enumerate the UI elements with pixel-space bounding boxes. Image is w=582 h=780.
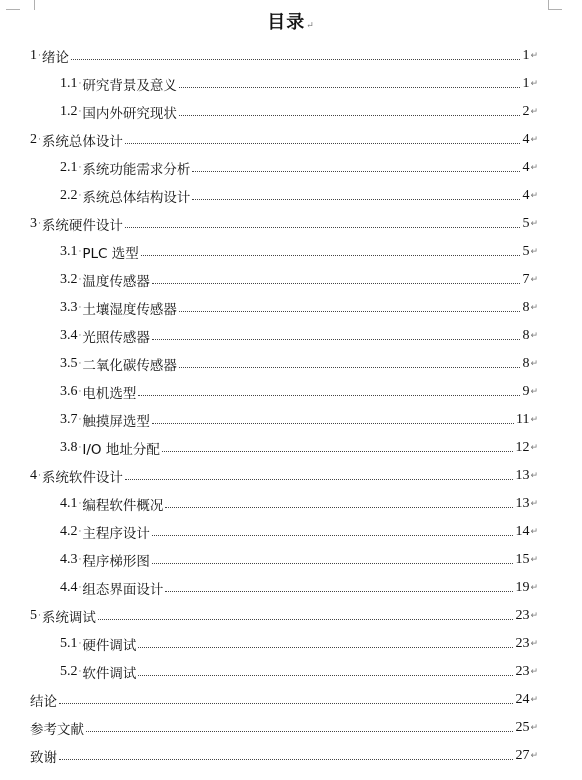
toc-entry[interactable] [30,518,538,546]
paragraph-mark-icon: ↵ [530,415,538,425]
toc-entry-page: 27 [515,748,530,763]
toc-entry-page: 19 [515,580,530,595]
toc-entry-title: 电机选型 [82,386,137,402]
paragraph-mark-icon: ↵ [530,583,538,593]
toc-entry-page: 1 [522,48,530,63]
paragraph-mark-icon: ↵ [530,331,538,341]
dot-leader [152,535,514,536]
paragraph-mark-icon: ↵ [530,163,538,173]
toc-entry-number: 3.4 [60,328,78,343]
toc-entry-number: 3.5 [60,356,78,371]
toc-entry[interactable] [30,182,538,210]
toc-entry[interactable] [30,546,538,574]
toc-entry-title: 系统功能需求分析 [82,162,191,178]
dot-leader [138,647,513,648]
toc-entry-title: 二氧化碳传感器 [82,358,177,374]
toc-entry[interactable] [30,322,538,350]
toc-entry-page: 7 [522,272,530,287]
space-mark: · [78,331,82,341]
dot-leader [192,199,520,200]
dot-leader [141,255,521,256]
toc-entry-title: 光照传感器 [82,330,150,346]
toc-entry-page: 23 [515,608,530,623]
toc-entry[interactable] [30,658,538,686]
toc-entry-title: 系统总体设计 [41,134,123,150]
paragraph-mark-icon: ↵ [530,639,538,649]
toc-entry-title: 软件调试 [82,666,137,682]
toc-entry-page: 12 [515,440,530,455]
space-mark: · [78,79,82,89]
toc-entry-title: 系统硬件设计 [41,218,123,234]
dot-leader [86,731,513,732]
toc-entry[interactable] [30,154,538,182]
toc-entry-number: 5 [30,608,37,623]
toc-entry-number: 3.1 [60,244,78,259]
paragraph-mark-icon: ↵ [530,527,538,537]
space-mark: · [78,443,82,453]
toc-entry-number: 2.1 [60,160,78,175]
toc-entry-title: 参考文献 [30,722,84,738]
toc-entry-page: 4 [522,188,530,203]
toc-entry-number: 5.1 [60,636,78,651]
toc-entry[interactable] [30,70,538,98]
paragraph-mark-icon: ↵ [530,247,538,257]
toc-entry[interactable] [30,462,538,490]
toc-entry-page: 1 [522,76,530,91]
dot-leader [138,395,520,396]
toc-entry-number: 3.2 [60,272,78,287]
toc-entry-title: 组态界面设计 [82,582,164,598]
dot-leader [192,171,520,172]
paragraph-mark-icon: ↵ [530,751,538,761]
space-mark: · [38,135,41,145]
paragraph-mark-icon: ↵ [530,667,538,677]
space-mark: · [78,275,82,285]
toc-entry-title: 主程序设计 [82,526,150,542]
space-mark: · [78,163,82,173]
toc-entry-title: 绪论 [41,50,69,66]
toc-entry-page: 2 [522,104,530,119]
toc-entry-number: 4.1 [60,496,78,511]
toc-title-text: 目录 [267,12,306,33]
toc-entry-title: 触摸屏选型 [82,414,150,430]
toc-entry-page: 8 [522,300,530,315]
toc-entry-number: 3.7 [60,412,78,427]
toc-entry-page: 5 [522,216,530,231]
paragraph-mark-icon: ↵ [530,695,538,705]
paragraph-mark-icon: ↵ [530,471,538,481]
toc-entry[interactable] [30,98,538,126]
toc-entry-page: 8 [522,328,530,343]
paragraph-mark-icon: ↵ [530,387,538,397]
toc-entry-number: 2.2 [60,188,78,203]
space-mark: · [78,247,82,257]
space-mark: · [78,191,82,201]
dot-leader [179,311,521,312]
dot-leader [152,423,514,424]
toc-entry-title: 硬件调试 [82,638,137,654]
toc-entry-title: 系统软件设计 [41,470,123,486]
toc-entry-page: 24 [515,692,530,707]
paragraph-mark-icon: ↵ [530,555,538,565]
paragraph-mark-icon: ↵ [530,135,538,145]
paragraph-mark-icon: ↵ [530,723,538,733]
toc-title [0,8,582,34]
toc-entry-title: PLC 选型 [82,246,139,262]
toc-entry-page: 14 [515,524,530,539]
space-mark: · [78,107,82,117]
dot-leader [152,563,514,564]
space-mark: · [38,611,41,621]
space-mark: · [78,667,82,677]
space-mark: · [78,639,82,649]
paragraph-mark-icon: ↵ [530,51,538,61]
toc-entry-number: 4 [30,468,37,483]
paragraph-mark-icon: ↵ [306,21,315,31]
toc-entry-page: 23 [515,636,530,651]
dot-leader [59,759,513,760]
toc-entry[interactable] [30,238,538,266]
toc-entry-title: 编程软件概况 [82,498,164,514]
toc-entry-title: 研究背景及意义 [82,78,177,94]
paragraph-mark-icon: ↵ [530,303,538,313]
paragraph-mark-icon: ↵ [530,499,538,509]
toc-entry[interactable] [30,602,538,630]
toc-entry-page: 4 [522,160,530,175]
paragraph-mark-icon: ↵ [530,443,538,453]
space-mark: · [38,51,41,61]
toc-entry[interactable] [30,378,538,406]
toc-entry-number: 1.2 [60,104,78,119]
toc-entry-number: 3.6 [60,384,78,399]
toc-entry-title: 结论 [30,694,57,710]
space-mark: · [38,219,41,229]
toc-entry[interactable] [30,266,538,294]
toc-entry-title: 系统总体结构设计 [82,190,191,206]
toc-entry-title: 系统调试 [41,610,96,626]
space-mark: · [78,387,82,397]
toc-entry-number: 4.2 [60,524,78,539]
dot-leader [98,619,514,620]
toc-entry-title: 土壤湿度传感器 [82,302,177,318]
toc-entry[interactable] [30,434,538,462]
toc-entry-title: 程序梯形图 [82,554,150,570]
paragraph-mark-icon: ↵ [530,611,538,621]
toc-entry-page: 11 [515,412,530,427]
dot-leader [152,339,521,340]
toc-entry-number: 4.3 [60,552,78,567]
dot-leader [138,675,513,676]
space-mark: · [78,583,82,593]
dot-leader [179,367,521,368]
toc-entry[interactable] [30,574,538,602]
toc-entry-title: 国内外研究现状 [82,106,177,122]
toc-entry-number: 1.1 [60,76,78,91]
toc-entry[interactable] [30,714,538,742]
dot-leader [125,479,514,480]
toc-entry-page: 13 [515,468,530,483]
dot-leader [165,591,513,592]
toc-entry-page: 5 [522,244,530,259]
dot-leader [125,143,521,144]
toc-entry-page: 8 [522,356,530,371]
toc-entry-page: 9 [522,384,530,399]
toc-entry-page: 23 [515,664,530,679]
space-mark: · [38,471,41,481]
dot-leader [71,59,521,60]
toc-entry-page: 25 [515,720,530,735]
space-mark: · [78,555,82,565]
toc-entry-title: 温度传感器 [82,274,150,290]
toc-entry-title: 致谢 [30,750,57,766]
space-mark: · [78,499,82,509]
toc-entry[interactable] [30,490,538,518]
toc-entry-page: 15 [515,552,530,567]
toc-entry-number: 4.4 [60,580,78,595]
dot-leader [179,87,521,88]
toc-entry-number: 3 [30,216,37,231]
toc-entry[interactable] [30,742,538,770]
dot-leader [179,115,521,116]
toc-entry-number: 2 [30,132,37,147]
dot-leader [125,227,521,228]
toc-entry-number: 5.2 [60,664,78,679]
space-mark: · [78,415,82,425]
dot-leader [162,451,514,452]
toc-entry-number: 3.3 [60,300,78,315]
dot-leader [59,703,513,704]
toc-entry-page: 4 [522,132,530,147]
paragraph-mark-icon: ↵ [530,107,538,117]
toc-entry[interactable] [30,294,538,322]
space-mark: · [78,303,82,313]
toc-entry[interactable] [30,126,538,154]
space-mark: · [78,527,82,537]
paragraph-mark-icon: ↵ [530,359,538,369]
toc-entry[interactable] [30,350,538,378]
toc-entry[interactable] [30,210,538,238]
paragraph-mark-icon: ↵ [530,191,538,201]
toc-entry[interactable] [30,406,538,434]
paragraph-mark-icon: ↵ [530,219,538,229]
table-of-contents [30,42,538,770]
toc-entry-title: I/O 地址分配 [82,442,160,458]
dot-leader [152,283,521,284]
space-mark: · [78,359,82,369]
dot-leader [165,507,513,508]
toc-entry-number: 1 [30,48,37,63]
toc-entry[interactable] [30,630,538,658]
toc-entry-page: 13 [515,496,530,511]
paragraph-mark-icon: ↵ [530,79,538,89]
toc-entry[interactable] [30,686,538,714]
toc-entry[interactable] [30,42,538,70]
paragraph-mark-icon: ↵ [530,275,538,285]
toc-entry-number: 3.8 [60,440,78,455]
